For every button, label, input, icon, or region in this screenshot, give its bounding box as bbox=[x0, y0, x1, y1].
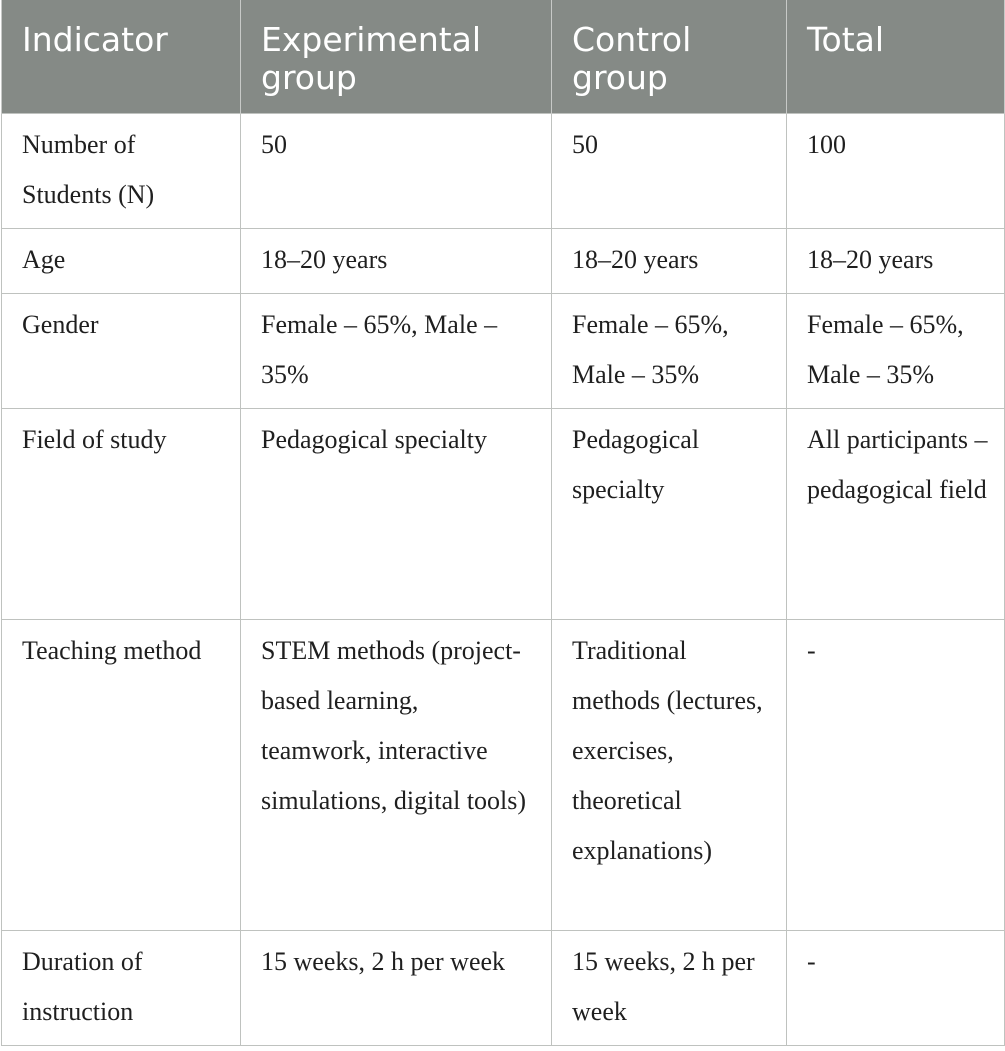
table-cell: STEM methods (project-based learning, teamwork, interactive simulations, digital tools) bbox=[241, 620, 552, 931]
row-label-number-of-students: Number of Students (N) bbox=[2, 114, 241, 229]
row-label-teaching-method: Teaching method bbox=[2, 620, 241, 931]
table-cell: 50 bbox=[552, 114, 787, 229]
table-cell: Pedagogical specialty bbox=[241, 409, 552, 620]
table-cell: 15 weeks, 2 h per week bbox=[241, 931, 552, 1046]
table-row bbox=[2, 931, 1005, 1046]
table-row bbox=[2, 409, 1005, 620]
table-cell: All participants – pedagogical field bbox=[787, 409, 1005, 620]
table-cell: Traditional methods (lectures, exercises, theoretical explanations) bbox=[552, 620, 787, 931]
table-cell: 100 bbox=[787, 114, 1005, 229]
demographics-table bbox=[1, 0, 1005, 1046]
row-label-age: Age bbox=[2, 229, 241, 294]
table-cell: 18–20 years bbox=[552, 229, 787, 294]
table-cell: 18–20 years bbox=[787, 229, 1005, 294]
table-cell: - bbox=[787, 620, 1005, 931]
table-row bbox=[2, 294, 1005, 409]
table-row bbox=[2, 114, 1005, 229]
table-cell: Pedagogical specialty bbox=[552, 409, 787, 620]
row-label-duration-of-instruction: Duration of instruction bbox=[2, 931, 241, 1046]
table-cell: Female – 65%, Male – 35% bbox=[241, 294, 552, 409]
table-cell: 15 weeks, 2 h per week bbox=[552, 931, 787, 1046]
table-cell: Female – 65%, Male – 35% bbox=[552, 294, 787, 409]
header-indicator: Indicator bbox=[2, 0, 241, 114]
row-label-gender: Gender bbox=[2, 294, 241, 409]
table-row bbox=[2, 620, 1005, 931]
header-control-group: Control group bbox=[552, 0, 787, 114]
header-experimental-group: Experimental group bbox=[241, 0, 552, 114]
header-row bbox=[2, 0, 1005, 114]
table-cell: 18–20 years bbox=[241, 229, 552, 294]
row-label-field-of-study: Field of study bbox=[2, 409, 241, 620]
table-cell: 50 bbox=[241, 114, 552, 229]
table-row bbox=[2, 229, 1005, 294]
table-cell: Female – 65%, Male – 35% bbox=[787, 294, 1005, 409]
table-cell: - bbox=[787, 931, 1005, 1046]
header-total: Total bbox=[787, 0, 1005, 114]
